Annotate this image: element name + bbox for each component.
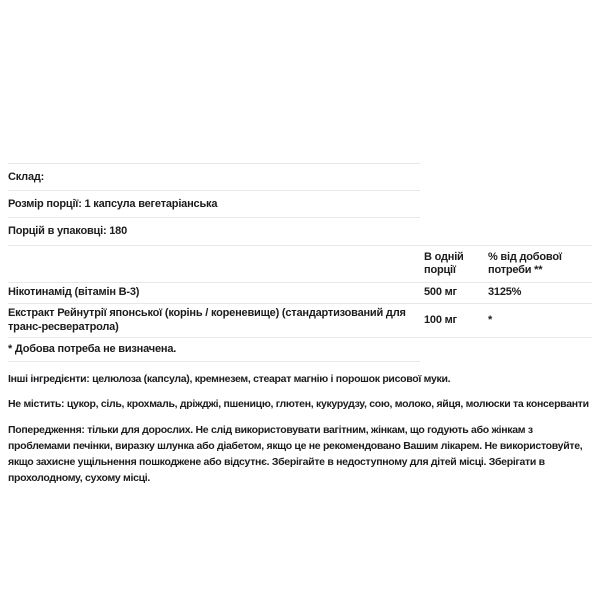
other-ingredients-text: Інші інгредієнти: целюлоза (капсула), кремнезем, стеарат магнію і порошок рисової муки. [8,373,451,386]
table-header-row [8,246,592,284]
ingredient-name: Нікотинамід (вітамін B-3) [8,286,140,299]
table-footnote-row [8,338,420,362]
composition-label: Склад: [8,171,45,183]
serving-info-section [8,163,420,245]
ingredient-daily-value: 3125% [488,286,522,299]
supplement-facts-content [8,163,592,487]
ingredient-amount: 500 мг [424,286,457,299]
supplement-facts-table [8,245,592,363]
daily-value-footnote: * Добова потреба не визначена. [8,338,420,362]
free-of-text: Не містить: цукор, сіль, крохмаль, дріжджі, пшеницю, глютен, кукурудзу, сою, молоко, яйця, молюски та консерванти [8,398,589,411]
serving-size-label: Розмір порції: 1 капсула вегетаріанська [8,198,218,211]
ingredient-daily-value: * [488,313,493,326]
table-row-niacinamide [8,283,592,304]
ingredient-amount: 100 мг [424,313,457,326]
warnings-text: Попередження: тільки для дорослих. Не слід використовувати вагітним, жінкам, що годують або жінкам з проблемами печінки, виразку шлунка або діабетом, якщо це не рекомендовано Вашим лікарем. Не використовуйте, якщо захисне ущільнення пошкоджене або відсутнє. Зберігайте в недоступному для дітей місці. Зберігати в прохолодному, сухому місці. [8,423,583,485]
info-row-servings-per-container [8,218,420,244]
info-row-serving-size [8,191,420,218]
column-header-amount: В одній порції [424,250,464,277]
ingredient-name: Екстракт Рейнутрії японської (корінь / кореневище) (стандартизований для транс-ресвератрола) [8,306,406,333]
table-row-knotweed-extract [8,304,592,339]
servings-per-container-label: Порцій в упаковці: 180 [8,225,128,238]
info-row-composition [8,164,420,191]
column-header-daily-value: % від добової потреби ** [488,250,562,277]
